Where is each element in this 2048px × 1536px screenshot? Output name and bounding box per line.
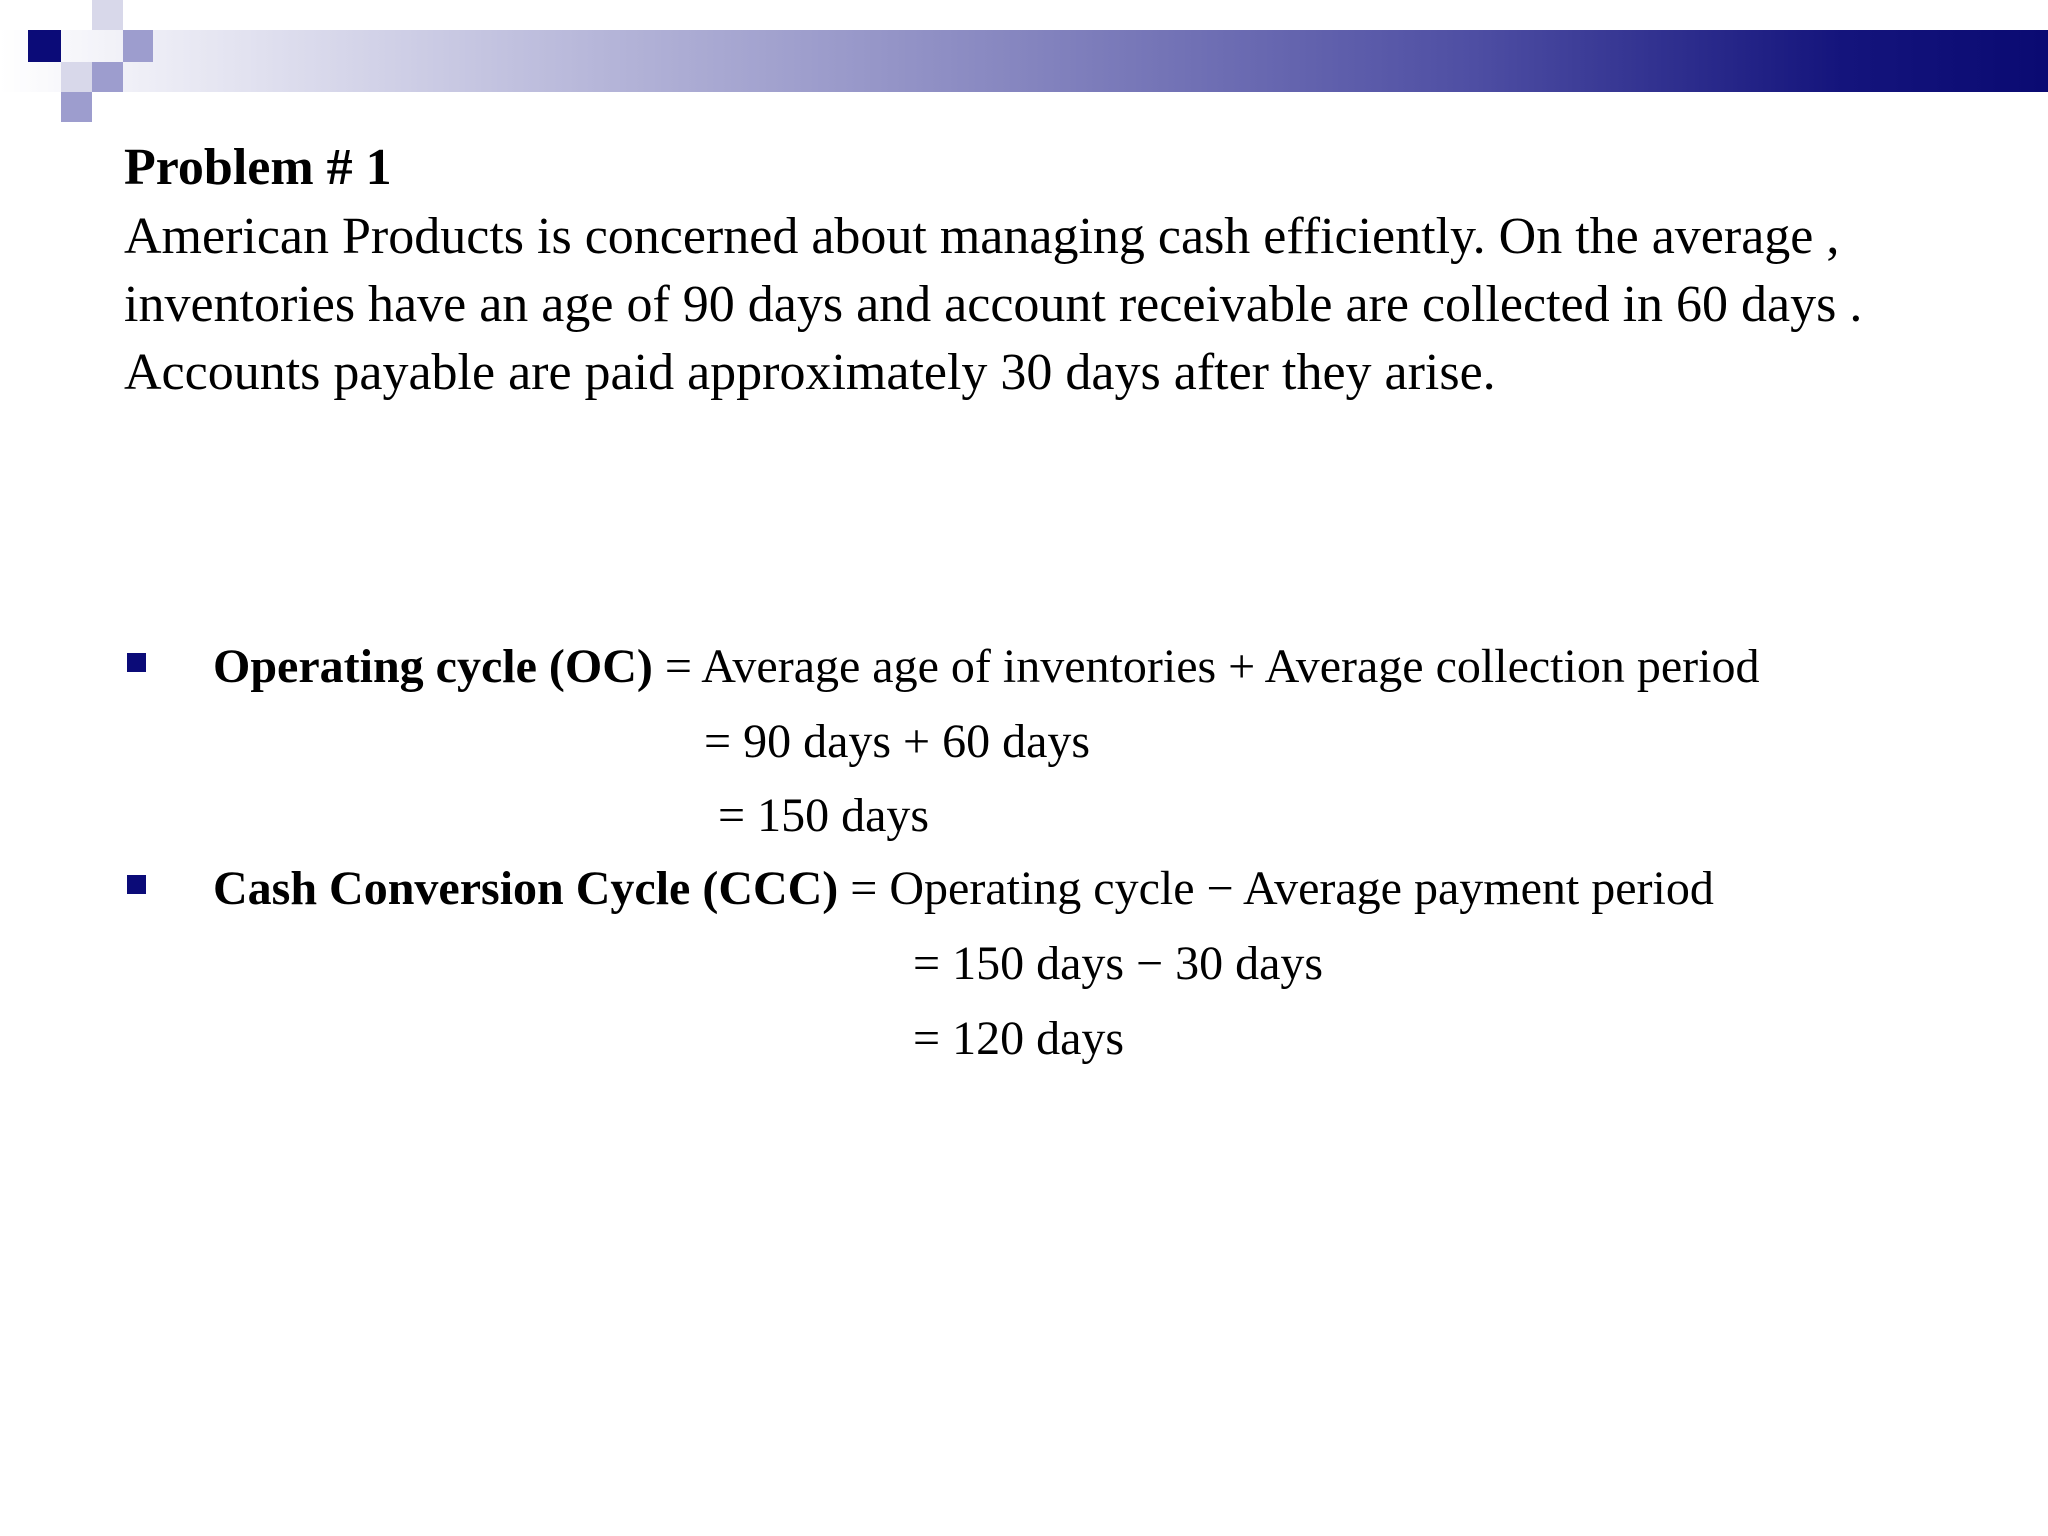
bullet-ccc-definition: = Operating cycle − Average payment period xyxy=(838,862,1714,915)
bullet-oc-definition: = Average age of inventories + Average collection period xyxy=(652,640,1760,693)
bullet-square-icon xyxy=(127,653,146,672)
bullet-oc-step2: = 150 days xyxy=(718,789,930,842)
bullet-ccc-step2: = 120 days xyxy=(913,1012,1125,1065)
bullet-oc-formula xyxy=(213,637,1759,697)
bullet-ccc-term: Cash Conversion Cycle (CCC) xyxy=(213,862,839,915)
bullet-square-icon xyxy=(127,875,146,894)
bullet-ccc-step1: = 150 days − 30 days xyxy=(913,937,1324,990)
slide-title: Problem # 1 xyxy=(124,139,392,196)
header-gradient-bar xyxy=(0,30,2048,92)
bullet-ccc-formula xyxy=(213,859,1714,919)
bullet-oc-term: Operating cycle (OC) xyxy=(213,640,653,693)
bullet-oc-step1: = 90 days + 60 days xyxy=(704,715,1091,768)
problem-paragraph: American Products is concerned about managing cash efficiently. On the average , inventories have an age of 90 days and account receivable are collected in 60 days . Accounts payable are paid approximately 30 days after they arise. xyxy=(124,208,1863,401)
decorative-squares xyxy=(0,0,160,130)
slide-content xyxy=(124,133,2004,407)
